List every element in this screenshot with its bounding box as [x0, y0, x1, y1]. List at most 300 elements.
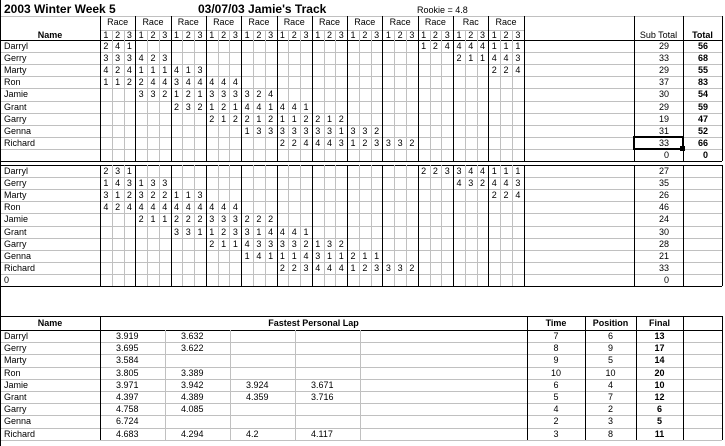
race-cell[interactable]: 1: [138, 65, 144, 76]
race-cell[interactable]: 3: [103, 190, 109, 201]
lap-time-cell[interactable]: 3.584: [116, 355, 139, 366]
race-cell[interactable]: 3: [221, 89, 227, 100]
race-cell[interactable]: 3: [232, 89, 238, 100]
race-cell[interactable]: 2: [138, 77, 144, 88]
race-cell[interactable]: 1: [256, 226, 262, 237]
race-cell[interactable]: 3: [115, 53, 121, 64]
race-cell[interactable]: 1: [150, 214, 156, 225]
race-cell[interactable]: 3: [150, 178, 156, 189]
player-name[interactable]: Jamie: [4, 214, 29, 225]
race-cell[interactable]: 2: [209, 113, 215, 124]
race-cell[interactable]: 1: [221, 238, 227, 249]
race-cell[interactable]: 1: [362, 250, 368, 261]
race-cell[interactable]: 4: [138, 202, 144, 213]
race-cell[interactable]: 3: [515, 178, 521, 189]
race-cell[interactable]: 1: [115, 77, 121, 88]
race-cell[interactable]: 4: [268, 226, 274, 237]
race-cell[interactable]: 2: [173, 101, 179, 112]
race-cell[interactable]: 4: [515, 190, 521, 201]
player-name[interactable]: Richard: [4, 262, 36, 273]
subtotal-cell[interactable]: 27: [658, 166, 669, 176]
race-cell[interactable]: 1: [291, 113, 297, 124]
race-cell[interactable]: 1: [515, 166, 521, 176]
race-cell[interactable]: 2: [209, 238, 215, 249]
race-cell[interactable]: 1: [173, 89, 179, 100]
final-cell[interactable]: 14: [654, 355, 665, 366]
race-cell[interactable]: 3: [232, 226, 238, 237]
race-cell[interactable]: 1: [279, 113, 285, 124]
time-cell[interactable]: 3: [553, 428, 559, 439]
subtotal-cell[interactable]: 19: [658, 113, 669, 124]
subtotal-cell[interactable]: 0: [663, 274, 669, 285]
race-cell[interactable]: 2: [374, 125, 380, 136]
race-cell[interactable]: 1: [315, 238, 321, 249]
race-cell[interactable]: 3: [256, 125, 262, 136]
race-cell[interactable]: 2: [185, 89, 191, 100]
race-cell[interactable]: 3: [338, 137, 344, 148]
race-cell[interactable]: 1: [103, 77, 109, 88]
lap-time-cell[interactable]: 3.622: [181, 343, 204, 354]
total-cell[interactable]: 83: [697, 77, 708, 88]
race-cell[interactable]: 1: [503, 41, 509, 51]
race-cell[interactable]: 1: [291, 250, 297, 261]
race-cell[interactable]: 2: [279, 262, 285, 273]
race-cell[interactable]: 1: [173, 190, 179, 201]
subtotal-cell[interactable]: 29: [658, 101, 669, 112]
total-cell[interactable]: 54: [697, 89, 708, 100]
lap-time-cell[interactable]: 3.632: [181, 331, 204, 341]
race-cell[interactable]: 4: [115, 178, 121, 189]
race-cell[interactable]: 1: [303, 101, 309, 112]
race-cell[interactable]: 4: [291, 101, 297, 112]
race-cell[interactable]: 3: [185, 101, 191, 112]
race-cell[interactable]: 4: [327, 262, 333, 273]
race-cell[interactable]: 1: [232, 101, 238, 112]
race-cell[interactable]: 1: [491, 166, 497, 176]
race-cell[interactable]: 2: [421, 166, 427, 176]
race-cell[interactable]: 2: [162, 89, 168, 100]
race-cell[interactable]: 1: [480, 53, 486, 64]
player-name[interactable]: Richard: [4, 137, 36, 148]
race-cell[interactable]: 4: [150, 202, 156, 213]
race-cell[interactable]: 4: [221, 202, 227, 213]
position-cell[interactable]: 4: [607, 379, 613, 390]
race-cell[interactable]: 1: [185, 190, 191, 201]
race-cell[interactable]: 3: [209, 214, 215, 225]
player-name[interactable]: Darryl: [4, 166, 28, 176]
race-cell[interactable]: 2: [197, 101, 203, 112]
race-cell[interactable]: 4: [197, 202, 203, 213]
final-cell[interactable]: 5: [656, 416, 662, 427]
race-cell[interactable]: 3: [327, 125, 333, 136]
lap-time-cell[interactable]: 4.389: [181, 392, 204, 402]
race-cell[interactable]: 1: [126, 166, 132, 176]
race-cell[interactable]: 2: [491, 65, 497, 76]
player-name[interactable]: Grant: [4, 226, 27, 237]
race-cell[interactable]: 3: [268, 238, 274, 249]
player-name[interactable]: Genna: [4, 125, 32, 136]
race-cell[interactable]: 4: [221, 77, 227, 88]
race-cell[interactable]: 3: [197, 65, 203, 76]
race-cell[interactable]: 2: [362, 262, 368, 273]
race-cell[interactable]: 4: [185, 77, 191, 88]
lap-time-cell[interactable]: 4.294: [181, 428, 204, 439]
race-cell[interactable]: 2: [503, 190, 509, 201]
lap-time-cell[interactable]: 3.942: [181, 379, 204, 390]
lap-time-cell[interactable]: 3.671: [311, 379, 334, 390]
race-cell[interactable]: 1: [303, 226, 309, 237]
race-cell[interactable]: 4: [279, 101, 285, 112]
total-cell[interactable]: 59: [697, 101, 708, 112]
race-cell[interactable]: 3: [279, 125, 285, 136]
race-cell[interactable]: 2: [150, 53, 156, 64]
race-cell[interactable]: 2: [409, 262, 415, 273]
race-cell[interactable]: 3: [138, 89, 144, 100]
race-cell[interactable]: 2: [315, 113, 321, 124]
subtotal-cell[interactable]: 35: [658, 178, 669, 189]
race-cell[interactable]: 2: [115, 65, 121, 76]
race-cell[interactable]: 1: [503, 166, 509, 176]
race-cell[interactable]: 2: [303, 238, 309, 249]
race-cell[interactable]: 4: [515, 65, 521, 76]
player-name[interactable]: Darryl: [4, 41, 28, 51]
race-cell[interactable]: 1: [197, 89, 203, 100]
race-cell[interactable]: 4: [291, 226, 297, 237]
lap-time-cell[interactable]: 3.695: [116, 343, 139, 354]
player-name[interactable]: 0: [4, 274, 10, 285]
race-cell[interactable]: 1: [350, 137, 356, 148]
race-cell[interactable]: 4: [327, 137, 333, 148]
race-cell[interactable]: 1: [327, 113, 333, 124]
time-cell[interactable]: 4: [553, 404, 559, 415]
race-cell[interactable]: 3: [244, 226, 250, 237]
race-cell[interactable]: 1: [515, 41, 521, 51]
position-cell[interactable]: 7: [607, 392, 613, 402]
race-cell[interactable]: 4: [197, 77, 203, 88]
lap-time-cell[interactable]: 4.359: [246, 392, 269, 402]
race-cell[interactable]: 1: [232, 238, 238, 249]
race-cell[interactable]: 3: [291, 238, 297, 249]
position-cell[interactable]: 10: [605, 367, 616, 378]
subtotal-cell[interactable]: 21: [658, 250, 669, 261]
player-name[interactable]: Ron: [4, 202, 21, 213]
race-cell[interactable]: 4: [209, 202, 215, 213]
lap-time-cell[interactable]: 3.971: [116, 379, 139, 390]
race-cell[interactable]: 3: [221, 214, 227, 225]
race-cell[interactable]: 1: [138, 178, 144, 189]
race-cell[interactable]: 3: [303, 125, 309, 136]
race-cell[interactable]: 1: [256, 113, 262, 124]
race-cell[interactable]: 2: [162, 190, 168, 201]
race-cell[interactable]: 1: [103, 178, 109, 189]
final-cell[interactable]: 13: [654, 331, 665, 341]
player-name[interactable]: Garry: [4, 238, 27, 249]
final-cell[interactable]: 12: [654, 392, 665, 402]
race-cell[interactable]: 3: [385, 262, 391, 273]
time-cell[interactable]: 8: [553, 343, 559, 354]
race-cell[interactable]: 1: [209, 226, 215, 237]
race-cell[interactable]: 3: [197, 190, 203, 201]
race-cell[interactable]: 2: [103, 41, 109, 51]
race-cell[interactable]: 1: [197, 226, 203, 237]
race-cell[interactable]: 1: [244, 250, 250, 261]
race-cell[interactable]: 2: [221, 226, 227, 237]
race-cell[interactable]: 2: [503, 65, 509, 76]
race-cell[interactable]: 1: [338, 125, 344, 136]
race-cell[interactable]: 3: [209, 89, 215, 100]
race-cell[interactable]: 4: [103, 65, 109, 76]
total-cell[interactable]: 66: [697, 137, 708, 148]
subtotal-cell[interactable]: 31: [658, 125, 669, 136]
player-name[interactable]: Gerry: [4, 178, 27, 189]
subtotal-cell[interactable]: 46: [658, 202, 669, 213]
subtotal-cell[interactable]: 28: [658, 238, 669, 249]
race-cell[interactable]: 3: [103, 53, 109, 64]
race-cell[interactable]: 3: [162, 53, 168, 64]
race-cell[interactable]: 1: [244, 125, 250, 136]
race-cell[interactable]: 1: [374, 250, 380, 261]
lap-player-name[interactable]: Marty: [4, 355, 27, 366]
race-cell[interactable]: 4: [338, 262, 344, 273]
race-cell[interactable]: 3: [350, 125, 356, 136]
total-cell[interactable]: 68: [697, 53, 708, 64]
subtotal-cell[interactable]: 26: [658, 190, 669, 201]
race-cell[interactable]: 3: [126, 53, 132, 64]
race-cell[interactable]: 2: [268, 214, 274, 225]
race-cell[interactable]: 3: [315, 125, 321, 136]
subtotal-cell[interactable]: 37: [658, 77, 669, 88]
race-cell[interactable]: 2: [221, 101, 227, 112]
race-cell[interactable]: 4: [150, 77, 156, 88]
race-cell[interactable]: 2: [291, 262, 297, 273]
total-cell[interactable]: 52: [697, 125, 708, 136]
race-cell[interactable]: 4: [468, 41, 474, 51]
race-cell[interactable]: 4: [444, 41, 450, 51]
race-cell[interactable]: 3: [468, 178, 474, 189]
final-cell[interactable]: 6: [656, 404, 662, 415]
player-name[interactable]: Marty: [4, 65, 27, 76]
race-cell[interactable]: 3: [185, 226, 191, 237]
race-cell[interactable]: 2: [432, 41, 438, 51]
race-cell[interactable]: 4: [232, 202, 238, 213]
race-cell[interactable]: 3: [173, 226, 179, 237]
race-cell[interactable]: 4: [491, 178, 497, 189]
race-cell[interactable]: 4: [303, 250, 309, 261]
race-cell[interactable]: 4: [173, 202, 179, 213]
time-cell[interactable]: 10: [550, 367, 561, 378]
lap-time-cell[interactable]: 4.397: [116, 392, 139, 402]
race-cell[interactable]: 2: [256, 214, 262, 225]
race-cell[interactable]: 3: [397, 262, 403, 273]
race-cell[interactable]: 3: [256, 238, 262, 249]
race-cell[interactable]: 2: [197, 214, 203, 225]
final-cell[interactable]: 10: [654, 379, 665, 390]
lap-time-cell[interactable]: 4.085: [181, 404, 204, 415]
player-name[interactable]: Gerry: [4, 53, 27, 64]
time-cell[interactable]: 7: [553, 331, 559, 341]
race-cell[interactable]: 4: [503, 53, 509, 64]
race-cell[interactable]: 4: [315, 262, 321, 273]
race-cell[interactable]: 1: [327, 250, 333, 261]
subtotal-cell[interactable]: 30: [658, 226, 669, 237]
race-cell[interactable]: 1: [115, 190, 121, 201]
total-cell[interactable]: 47: [697, 113, 708, 124]
subtotal-cell[interactable]: 30: [658, 89, 669, 100]
race-cell[interactable]: 2: [185, 214, 191, 225]
race-cell[interactable]: 3: [397, 137, 403, 148]
race-cell[interactable]: 3: [126, 178, 132, 189]
time-cell[interactable]: 6: [553, 379, 559, 390]
player-name[interactable]: Ron: [4, 77, 21, 88]
race-cell[interactable]: 1: [350, 262, 356, 273]
race-cell[interactable]: 1: [162, 214, 168, 225]
subtotal-cell[interactable]: 29: [658, 41, 669, 51]
race-cell[interactable]: 3: [327, 238, 333, 249]
race-cell[interactable]: 4: [468, 166, 474, 176]
lap-time-cell[interactable]: 3.716: [311, 392, 334, 402]
total-cell[interactable]: 0: [702, 149, 708, 160]
race-cell[interactable]: 4: [279, 226, 285, 237]
final-cell[interactable]: 17: [654, 343, 665, 354]
race-cell[interactable]: 2: [338, 238, 344, 249]
subtotal-cell[interactable]: 24: [658, 214, 669, 225]
race-cell[interactable]: 4: [268, 89, 274, 100]
position-cell[interactable]: 2: [607, 404, 613, 415]
race-cell[interactable]: 3: [138, 190, 144, 201]
race-cell[interactable]: 4: [315, 137, 321, 148]
player-name[interactable]: Jamie: [4, 89, 29, 100]
race-cell[interactable]: 1: [126, 41, 132, 51]
race-cell[interactable]: 2: [338, 113, 344, 124]
race-cell[interactable]: 4: [138, 53, 144, 64]
race-cell[interactable]: 3: [268, 125, 274, 136]
race-cell[interactable]: 1: [268, 250, 274, 261]
time-cell[interactable]: 2: [553, 416, 559, 427]
lap-time-cell[interactable]: 4.683: [116, 428, 139, 439]
race-cell[interactable]: 2: [150, 190, 156, 201]
race-cell[interactable]: 4: [480, 41, 486, 51]
race-cell[interactable]: 2: [173, 214, 179, 225]
lap-player-name[interactable]: Garry: [4, 404, 27, 415]
race-cell[interactable]: 1: [268, 101, 274, 112]
race-cell[interactable]: 3: [162, 178, 168, 189]
time-cell[interactable]: 5: [553, 392, 559, 402]
race-cell[interactable]: 1: [421, 41, 427, 51]
race-cell[interactable]: 2: [432, 166, 438, 176]
race-cell[interactable]: 1: [338, 250, 344, 261]
time-cell[interactable]: 9: [553, 355, 559, 366]
lap-time-cell[interactable]: 4.758: [116, 404, 139, 415]
race-cell[interactable]: 4: [456, 41, 462, 51]
race-cell[interactable]: 4: [244, 101, 250, 112]
race-cell[interactable]: 2: [491, 190, 497, 201]
race-cell[interactable]: 2: [126, 190, 132, 201]
race-cell[interactable]: 4: [303, 137, 309, 148]
race-cell[interactable]: 4: [232, 77, 238, 88]
race-cell[interactable]: 1: [468, 53, 474, 64]
race-cell[interactable]: 3: [456, 166, 462, 176]
race-cell[interactable]: 2: [138, 214, 144, 225]
race-cell[interactable]: 4: [209, 77, 215, 88]
position-cell[interactable]: 5: [607, 355, 613, 366]
race-cell[interactable]: 3: [173, 77, 179, 88]
lap-time-cell[interactable]: 3.805: [116, 367, 139, 378]
race-cell[interactable]: 1: [162, 65, 168, 76]
race-cell[interactable]: 3: [374, 262, 380, 273]
player-name[interactable]: Grant: [4, 101, 27, 112]
final-cell[interactable]: 20: [654, 367, 665, 378]
player-name[interactable]: Marty: [4, 190, 27, 201]
race-cell[interactable]: 1: [185, 65, 191, 76]
subtotal-cell[interactable]: 0: [663, 149, 669, 160]
race-cell[interactable]: 2: [480, 178, 486, 189]
race-cell[interactable]: 1: [209, 101, 215, 112]
race-cell[interactable]: 4: [126, 65, 132, 76]
race-cell[interactable]: 2: [126, 77, 132, 88]
race-cell[interactable]: 4: [173, 65, 179, 76]
race-cell[interactable]: 2: [362, 137, 368, 148]
total-cell[interactable]: 56: [697, 41, 708, 51]
race-cell[interactable]: 3: [291, 125, 297, 136]
race-cell[interactable]: 4: [456, 178, 462, 189]
subtotal-cell[interactable]: 29: [658, 65, 669, 76]
race-cell[interactable]: 1: [150, 65, 156, 76]
race-cell[interactable]: 2: [103, 166, 109, 176]
race-cell[interactable]: 3: [374, 137, 380, 148]
race-cell[interactable]: 3: [315, 250, 321, 261]
race-cell[interactable]: 2: [291, 137, 297, 148]
race-cell[interactable]: 3: [115, 166, 121, 176]
subtotal-cell[interactable]: 33: [658, 53, 669, 64]
race-cell[interactable]: 2: [244, 113, 250, 124]
race-cell[interactable]: 4: [244, 238, 250, 249]
race-cell[interactable]: 4: [115, 41, 121, 51]
race-cell[interactable]: 3: [232, 214, 238, 225]
race-cell[interactable]: 2: [350, 250, 356, 261]
race-cell[interactable]: 4: [162, 77, 168, 88]
lap-player-name[interactable]: Richard: [4, 428, 36, 439]
race-cell[interactable]: 3: [444, 166, 450, 176]
race-cell[interactable]: 2: [279, 137, 285, 148]
race-cell[interactable]: 3: [515, 53, 521, 64]
race-cell[interactable]: 3: [362, 125, 368, 136]
race-cell[interactable]: 2: [409, 137, 415, 148]
race-cell[interactable]: 4: [256, 101, 262, 112]
final-cell[interactable]: 11: [654, 428, 665, 439]
subtotal-cell[interactable]: 33: [658, 137, 669, 148]
lap-player-name[interactable]: Gerry: [4, 343, 27, 354]
position-cell[interactable]: 3: [607, 416, 613, 427]
race-cell[interactable]: 1: [279, 250, 285, 261]
race-cell[interactable]: 3: [244, 89, 250, 100]
lap-player-name[interactable]: Genna: [4, 416, 32, 427]
lap-time-cell[interactable]: 4.117: [311, 428, 333, 439]
race-cell[interactable]: 1: [221, 113, 227, 124]
lap-player-name[interactable]: Ron: [4, 367, 21, 378]
lap-time-cell[interactable]: 3.924: [246, 379, 269, 390]
race-cell[interactable]: 4: [480, 166, 486, 176]
lap-time-cell[interactable]: 3.389: [181, 367, 204, 378]
race-cell[interactable]: 2: [268, 113, 274, 124]
race-cell[interactable]: 3: [385, 137, 391, 148]
position-cell[interactable]: 9: [607, 343, 613, 354]
lap-player-name[interactable]: Darryl: [4, 331, 28, 341]
race-cell[interactable]: 2: [115, 202, 121, 213]
race-cell[interactable]: 4: [162, 202, 168, 213]
race-cell[interactable]: 4: [126, 202, 132, 213]
lap-player-name[interactable]: Grant: [4, 392, 27, 402]
race-cell[interactable]: 4: [491, 53, 497, 64]
